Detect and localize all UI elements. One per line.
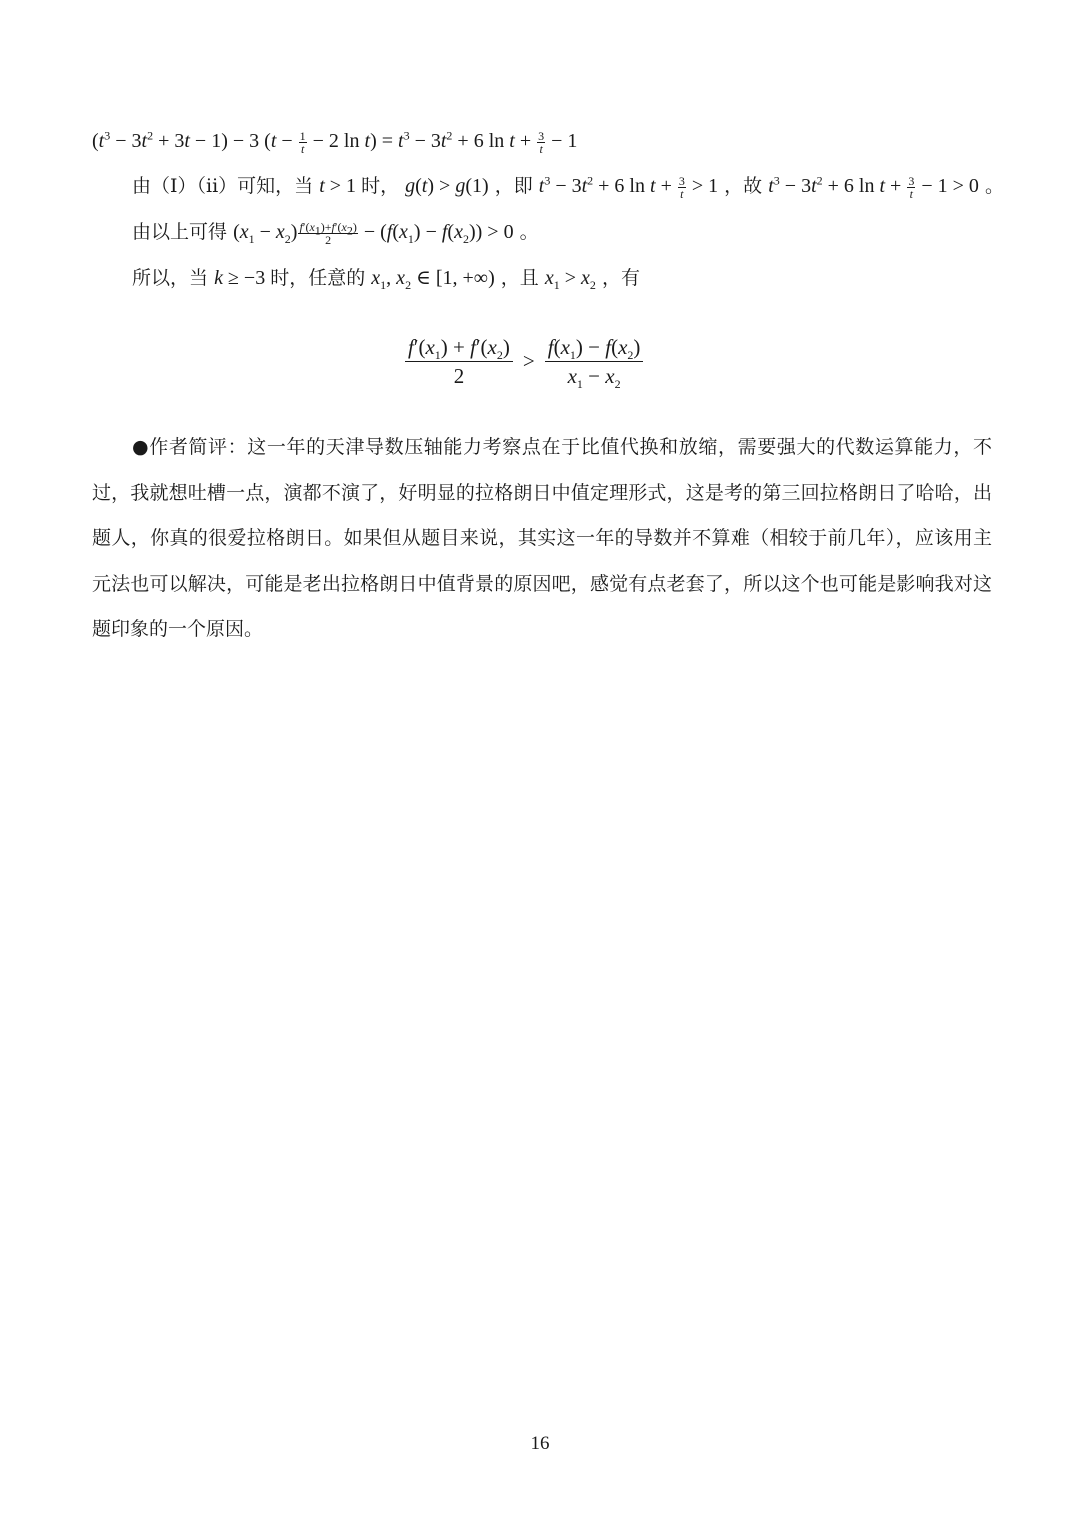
line2-end: 。: [984, 175, 1004, 197]
bullet: ●: [132, 436, 150, 458]
line2-mid1: 时，: [361, 175, 400, 197]
line4-mid2: ，且: [500, 267, 539, 289]
equation-line-1: $(t^3 - 3t^2 + 3t - 1) - 3$ (t − $\frac{1}{t}$ − 2 $\ln t) = t^3 - 3t^2 + 6$ ln t + $\frac{3}{t}$ − 1: [92, 128, 578, 156]
line3-end: 。: [519, 221, 539, 243]
line2-mid2: ，即: [494, 175, 533, 197]
display-inequality: $\frac{f'(x_1) + f'(x_2)}{2}$ > $\frac{f(x_1) - f(x_2)}{x_1 - x_2}$: [405, 333, 643, 390]
text-line-3: 由以上可得 $(x_1 - x_2)$ $\frac{f'(x_1)+f'(x_2)}{2}$ − $(f(x_1) - f(x_2)) > 0$ 。: [132, 219, 539, 247]
text-line-4: 所以，当 k ≥ −3 时，任意的 $x_1$, $x_2$ ∈ [1, +∞) ，且 $x_1 > x_2$ ，有: [132, 267, 640, 292]
author-comment: [92, 425, 992, 653]
page-number: 16: [530, 1433, 550, 1454]
text-line-2: 由（I）（ii）可知，当 t > 1 时， g(t) > g(1) ，即 $t^3 - 3t^2 + 6$ ln t + $\frac{3}{t}$ > 1 ，故 $t^3 - 3t^2 + 6$ ln t + $\frac{3}{t}$ − 1 > 0 。: [132, 173, 1004, 201]
line3-prefix: 由以上可得: [132, 221, 228, 243]
comment-label: 作者简评：: [149, 436, 248, 458]
line2-prefix: 由（I）（ii）可知，当: [132, 175, 314, 197]
line4-end: ，有: [601, 267, 640, 289]
line4-mid1: 时，任意的: [270, 267, 366, 289]
line2-mid3: ，故: [724, 175, 763, 197]
line4-prefix: 所以，当: [132, 267, 209, 289]
comment-body: 这一年的天津导数压轴能力考察点在于比值代换和放缩，需要强大的代数运算能力，不过，我就想吐槽一点，演都不演了，好明显的拉格朗日中值定理形式，这是考的第三回拉格朗日了哈哈，出题人，你真的很爱拉格朗日。如果但从题目来说，其实这一年的导数并不算难（相较于前几年），应该用主元法也可以解决，可能是老出拉格朗日中值背景的原因吧，感觉有点老套了，所以这个也可能是影响我对这题印象的一个原因。: [92, 436, 992, 640]
